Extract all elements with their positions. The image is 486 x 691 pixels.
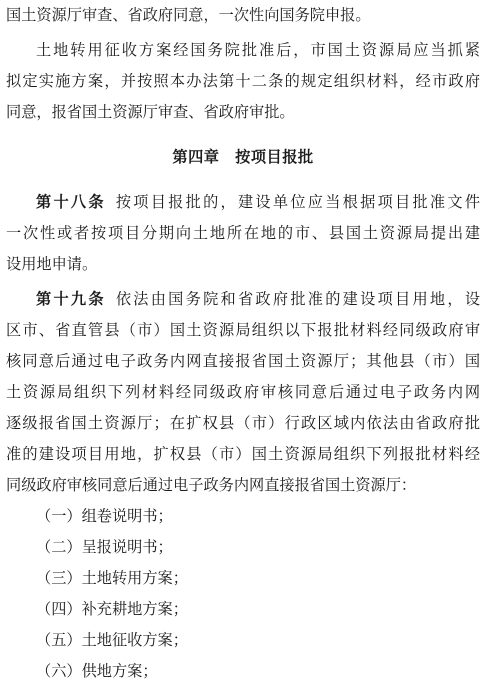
article-number: 第十八条 xyxy=(36,193,106,211)
list-item: （四）补充耕地方案； xyxy=(36,600,188,618)
materials-list xyxy=(6,501,480,687)
text-line: 准的建设项目用地，扩权县（市）国土资源局组织下列报批材料经 xyxy=(6,445,480,463)
text-line: 同意，报省国土资源厅审查、省政府审批。 xyxy=(6,103,295,121)
article-first-line xyxy=(6,187,480,218)
text-line: 土地转用征收方案经国务院批准后，市国土资源局应当抓紧 xyxy=(36,41,480,59)
list-item: （三）土地转用方案； xyxy=(36,569,188,587)
list-item: （六）供地方案； xyxy=(36,662,158,680)
paragraph-submission xyxy=(6,0,480,31)
article-text: 依法由国务院和省政府批准的建设项目用地，设 xyxy=(115,290,480,308)
text-line: 逐级报省国土资源厅；在扩权县（市）行政区域内依法由省政府批 xyxy=(6,414,480,432)
text-line: 一次性或者按项目分期向土地所在地的市、县国土资源局提出建 xyxy=(6,224,480,242)
text-line: 土资源局组织下列材料经同级政府审核同意后通过电子政务内网 xyxy=(6,383,480,401)
text-line: 拟定实施方案，并按照本办法第十二条的规定组织材料，经市政府 xyxy=(6,72,480,90)
text-line: 区市、省直管县（市）国土资源局组织以下报批材料经同级政府审 xyxy=(6,321,480,339)
chapter-heading: 第四章 按项目报批 xyxy=(172,148,314,166)
article-text: 按项目报批的，建设单位应当根据项目批准文件 xyxy=(115,193,480,211)
list-item: （二）呈报说明书； xyxy=(36,538,173,556)
article-first-line xyxy=(6,284,480,315)
text-line: 国土资源厅审查、省政府同意，一次性向国务院申报。 xyxy=(6,6,371,24)
paragraph-land-conversion xyxy=(6,35,480,128)
text-line: 同级政府审核同意后通过电子政务内网直接报省国土资源厅： xyxy=(6,476,417,494)
article-19 xyxy=(6,284,480,501)
text-line: 设用地申请。 xyxy=(6,255,98,273)
list-item: （五）土地征收方案； xyxy=(36,631,188,649)
article-number: 第十九条 xyxy=(36,290,106,308)
article-18 xyxy=(6,187,480,280)
list-item: （一）组卷说明书； xyxy=(36,507,173,525)
text-line: 核同意后通过电子政务内网直接报省国土资源厅；其他县（市）国 xyxy=(6,352,480,370)
